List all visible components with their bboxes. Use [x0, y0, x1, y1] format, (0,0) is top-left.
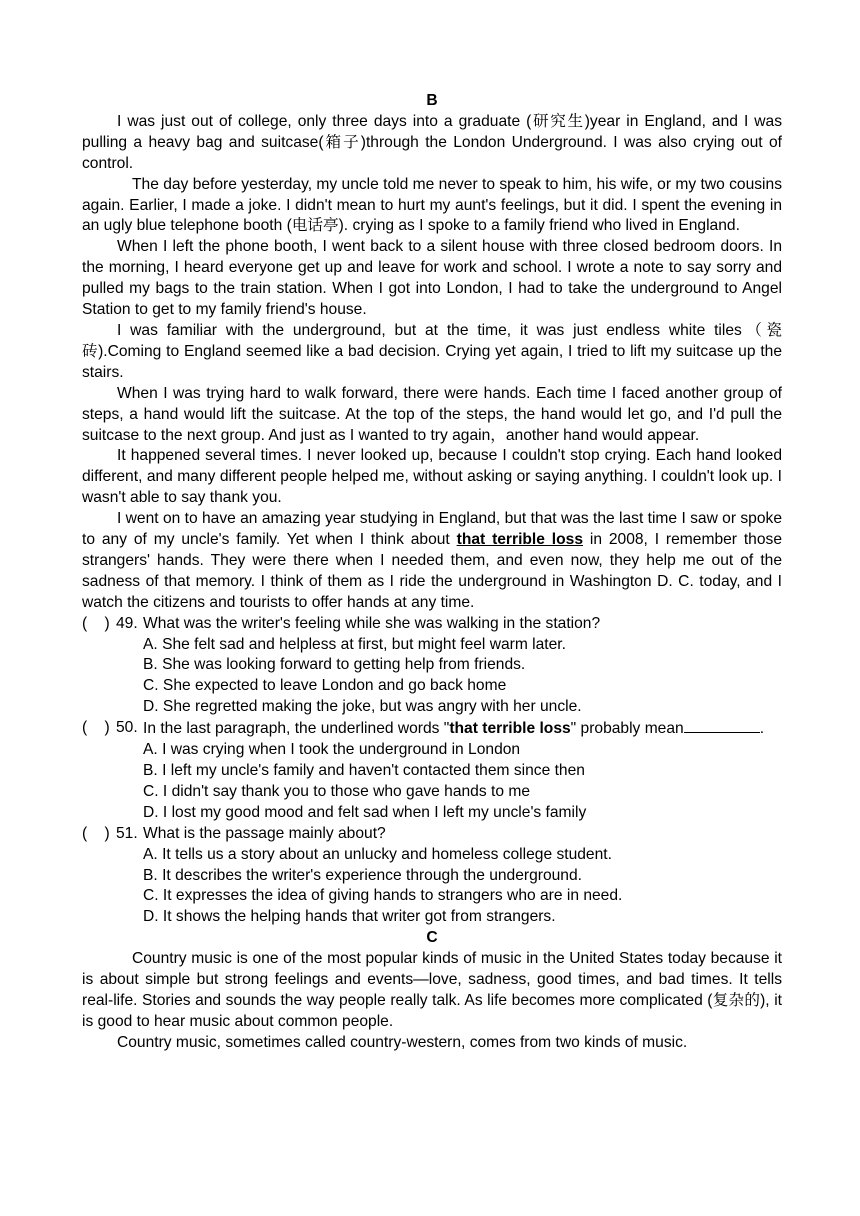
option-49-a: A. She felt sad and helpless at first, but might feel warm later. [143, 635, 566, 653]
option-49-d: D. She regretted making the joke, but was angry with her uncle. [143, 698, 582, 716]
section-b-paragraph-6: It happened several times. I never looked up, because I couldn't stop crying. Each hand looked different, and many different people helped me, without asking or saying anything. I couldn't look up. I wasn't able to say thank you. [82, 447, 782, 507]
section-b-paragraph-1: I was just out of college, only three days into a graduate (研究生)year in England, and I was pulling a heavy bag and suitcase(箱子)through the London Underground. I was also crying out of control. [82, 112, 782, 172]
question-51 [82, 824, 782, 845]
section-b-paragraph-5: When I was trying hard to walk forward, there were hands. Each time I faced another group of steps, a hand would lift the suitcase. At the top of the steps, the hand would let go, and I'd pull the suitcase to the next group. And just as I wanted to try again，another hand would appear. [82, 384, 782, 444]
option-51-d: D. It shows the helping hands that writer got from strangers. [143, 908, 556, 926]
option-50-b: B. I left my uncle's family and haven't contacted them since then [143, 762, 585, 779]
paragraph-7-text-after: in 2008, I remember those strangers' hands. They were there when I needed them, and even now, they help me out of the sadness of that memory. I think of them as I ride the underground in Washington D. C. today, and I watch the citizens and tourists to offer hands at any time. [82, 531, 782, 611]
paragraph-7-text-before: I went on to have an amazing year studying in England, but that was the last time I saw or spoke to any of my uncle's family. Yet when I think about [82, 510, 782, 549]
option-49-b: B. She was looking forward to getting help from friends. [143, 656, 526, 674]
answer-blank-51[interactable]: ( ) [82, 824, 110, 842]
section-b-paragraph-3: When I left the phone booth, I went back to a silent house with three closed bedroom doors. In the morning, I heard everyone get up and leave for work and school. I wrote a note to say sorry and pulled my bags to the train station. When I got into London, I had to take the underground to Angel Station to get to my family friend's house. [82, 238, 782, 319]
question-number-50: 50. [116, 719, 138, 737]
section-b-paragraph-2: The day before yesterday, my uncle told me never to speak to him, his wife, or my two cousins again. Earlier, I made a joke. I didn't mean to hurt my aunt's feelings, but it did. I spent the evening in an ugly blue telephone booth (电话亭). crying as I spoke to a family friend who lived in England. [82, 175, 782, 235]
question-text-51: What is the passage mainly about? [143, 824, 386, 842]
section-c-paragraph-2: Country music, sometimes called country-western, comes from two kinds of music. [117, 1033, 688, 1051]
option-51-c: C. It expresses the idea of giving hands to strangers who are in need. [143, 887, 623, 905]
option-51-a: A. It tells us a story about an unlucky and homeless college student. [143, 845, 612, 863]
section-b-paragraph-4: I was familiar with the underground, but at the time, it was just endless white tiles（瓷砖).Coming to England seemed like a bad decision. Crying yet again, I tried to lift my suitcase up the stairs. [82, 321, 782, 381]
question-text-49: What was the writer's feeling while she was walking in the station? [143, 614, 601, 632]
option-51-b: B. It describes the writer's experience through the underground. [143, 866, 582, 884]
question-50 [82, 718, 782, 740]
section-b-heading: B [426, 92, 438, 109]
option-50-c: C. I didn't say thank you to those who gave hands to me [143, 782, 530, 800]
option-50-a: A. I was crying when I took the underground in London [143, 741, 521, 759]
question-number-51: 51. [116, 824, 138, 842]
section-c-heading: C [426, 929, 438, 947]
question-50-text-after: " probably mean [570, 720, 684, 738]
answer-blank-50[interactable]: ( ) [82, 719, 110, 737]
question-number-49: 49. [116, 614, 138, 632]
fill-in-blank[interactable] [684, 718, 760, 733]
question-50-text-end: . [759, 720, 765, 738]
section-b-paragraph-7 [82, 509, 782, 614]
underlined-phrase: that terrible loss [456, 531, 583, 549]
question-50-bold-phrase: that terrible loss [449, 720, 571, 738]
question-50-text-before: In the last paragraph, the underlined words " [143, 720, 450, 738]
question-text-50 [143, 718, 782, 740]
document-page [82, 91, 782, 1054]
question-49 [82, 614, 782, 635]
option-49-c: C. She expected to leave London and go back home [143, 677, 507, 695]
answer-blank-49[interactable]: ( ) [82, 614, 110, 632]
option-50-d: D. I lost my good mood and felt sad when I left my uncle's family [143, 803, 587, 821]
section-c-paragraph-1: Country music is one of the most popular kinds of music in the United States today because it is about simple but strong feelings and events—love, sadness, good times, and bad times. It tells real-life. Stories and sounds the way people really talk. As life becomes more complicated (复杂的), it is good to hear music about common people. [82, 950, 782, 1030]
